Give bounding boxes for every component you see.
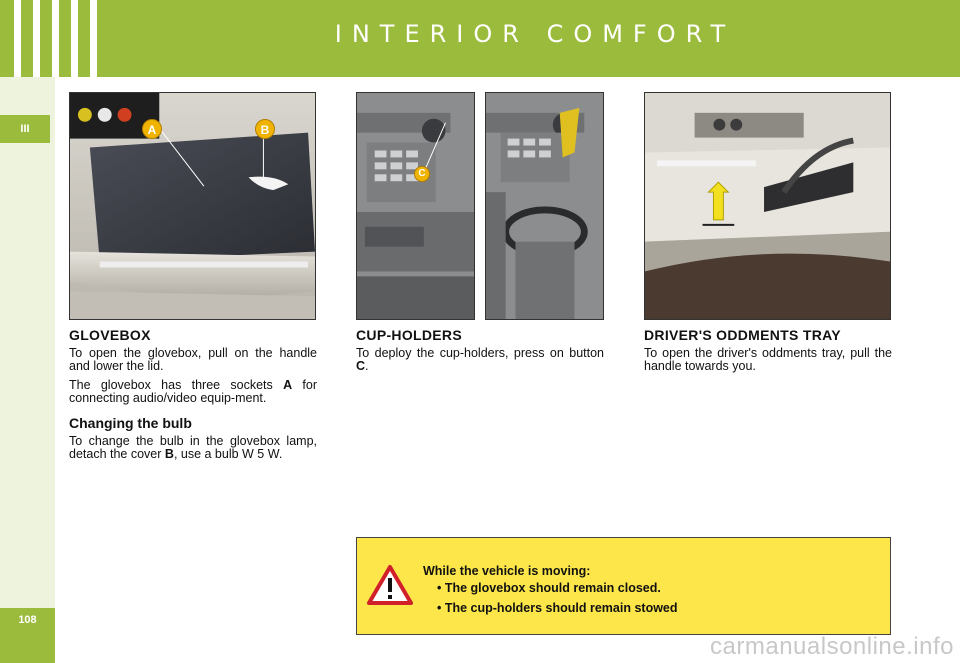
glovebox-photo [69,92,316,320]
warning-bullet: • The glovebox should remain closed. [437,581,661,595]
warning-triangle-icon [367,564,413,606]
cupholder-photo-open [485,92,604,320]
page-title: INTERIOR COMFORT [334,20,736,48]
glovebox-section [69,327,317,467]
warning-text [423,564,678,616]
warning-bullet: • The cup-holders should remain stowed [437,601,678,615]
glovebox-sockets-text: The glovebox has three sockets [69,378,284,392]
cupholders-heading: CUP-HOLDERS [356,327,462,343]
glovebox-paragraph-bulb [69,435,317,461]
cupholders-paragraph [356,347,604,373]
header-band [0,0,960,77]
cupholders-text: To deploy the cup-holders, press on button [356,346,604,360]
bulb-text: To change the bulb in the glovebox lamp, detach the cover [69,434,317,461]
cupholder-photo-closed [356,92,475,320]
cupholders-section [356,327,604,379]
oddments-section [644,327,892,379]
callout-b: B [255,119,275,139]
cupholders-button-ref: C [356,359,366,373]
glovebox-sockets-ref: A [283,378,293,392]
glovebox-paragraph-sockets [69,379,317,405]
glovebox-heading: GLOVEBOX [69,327,151,343]
cupholders-text-end: . [365,359,369,373]
header-stripe [52,0,59,77]
glovebox-paragraph-open: To open the glovebox, pull on the handle and lower the lid. [69,346,317,373]
header-stripe [71,0,78,77]
chapter-tab: III [0,115,50,143]
bulb-cover-ref: B [164,447,174,461]
oddments-tray-photo [644,92,891,320]
callout-c: C [414,166,430,182]
header-stripe [33,0,40,77]
warning-title: While the vehicle is moving: [423,564,591,578]
watermark: carmanualsonline.info [710,633,954,660]
glovebox-sockets-text-end: for connecting audio/video equip-ment. [69,378,317,405]
callout-a: A [142,119,162,139]
header-stripes [0,0,112,77]
side-rail [0,77,55,663]
page-number: 108 [0,608,55,663]
oddments-paragraph: To open the driver's oddments tray, pull the handle towards you. [644,346,892,373]
header-stripe [90,0,97,77]
bulb-text-end: , use a bulb W 5 W. [173,447,283,461]
changing-bulb-heading: Changing the bulb [69,415,192,431]
warning-box [356,537,891,635]
oddments-heading: DRIVER'S ODDMENTS TRAY [644,327,841,343]
header-stripe [14,0,21,77]
